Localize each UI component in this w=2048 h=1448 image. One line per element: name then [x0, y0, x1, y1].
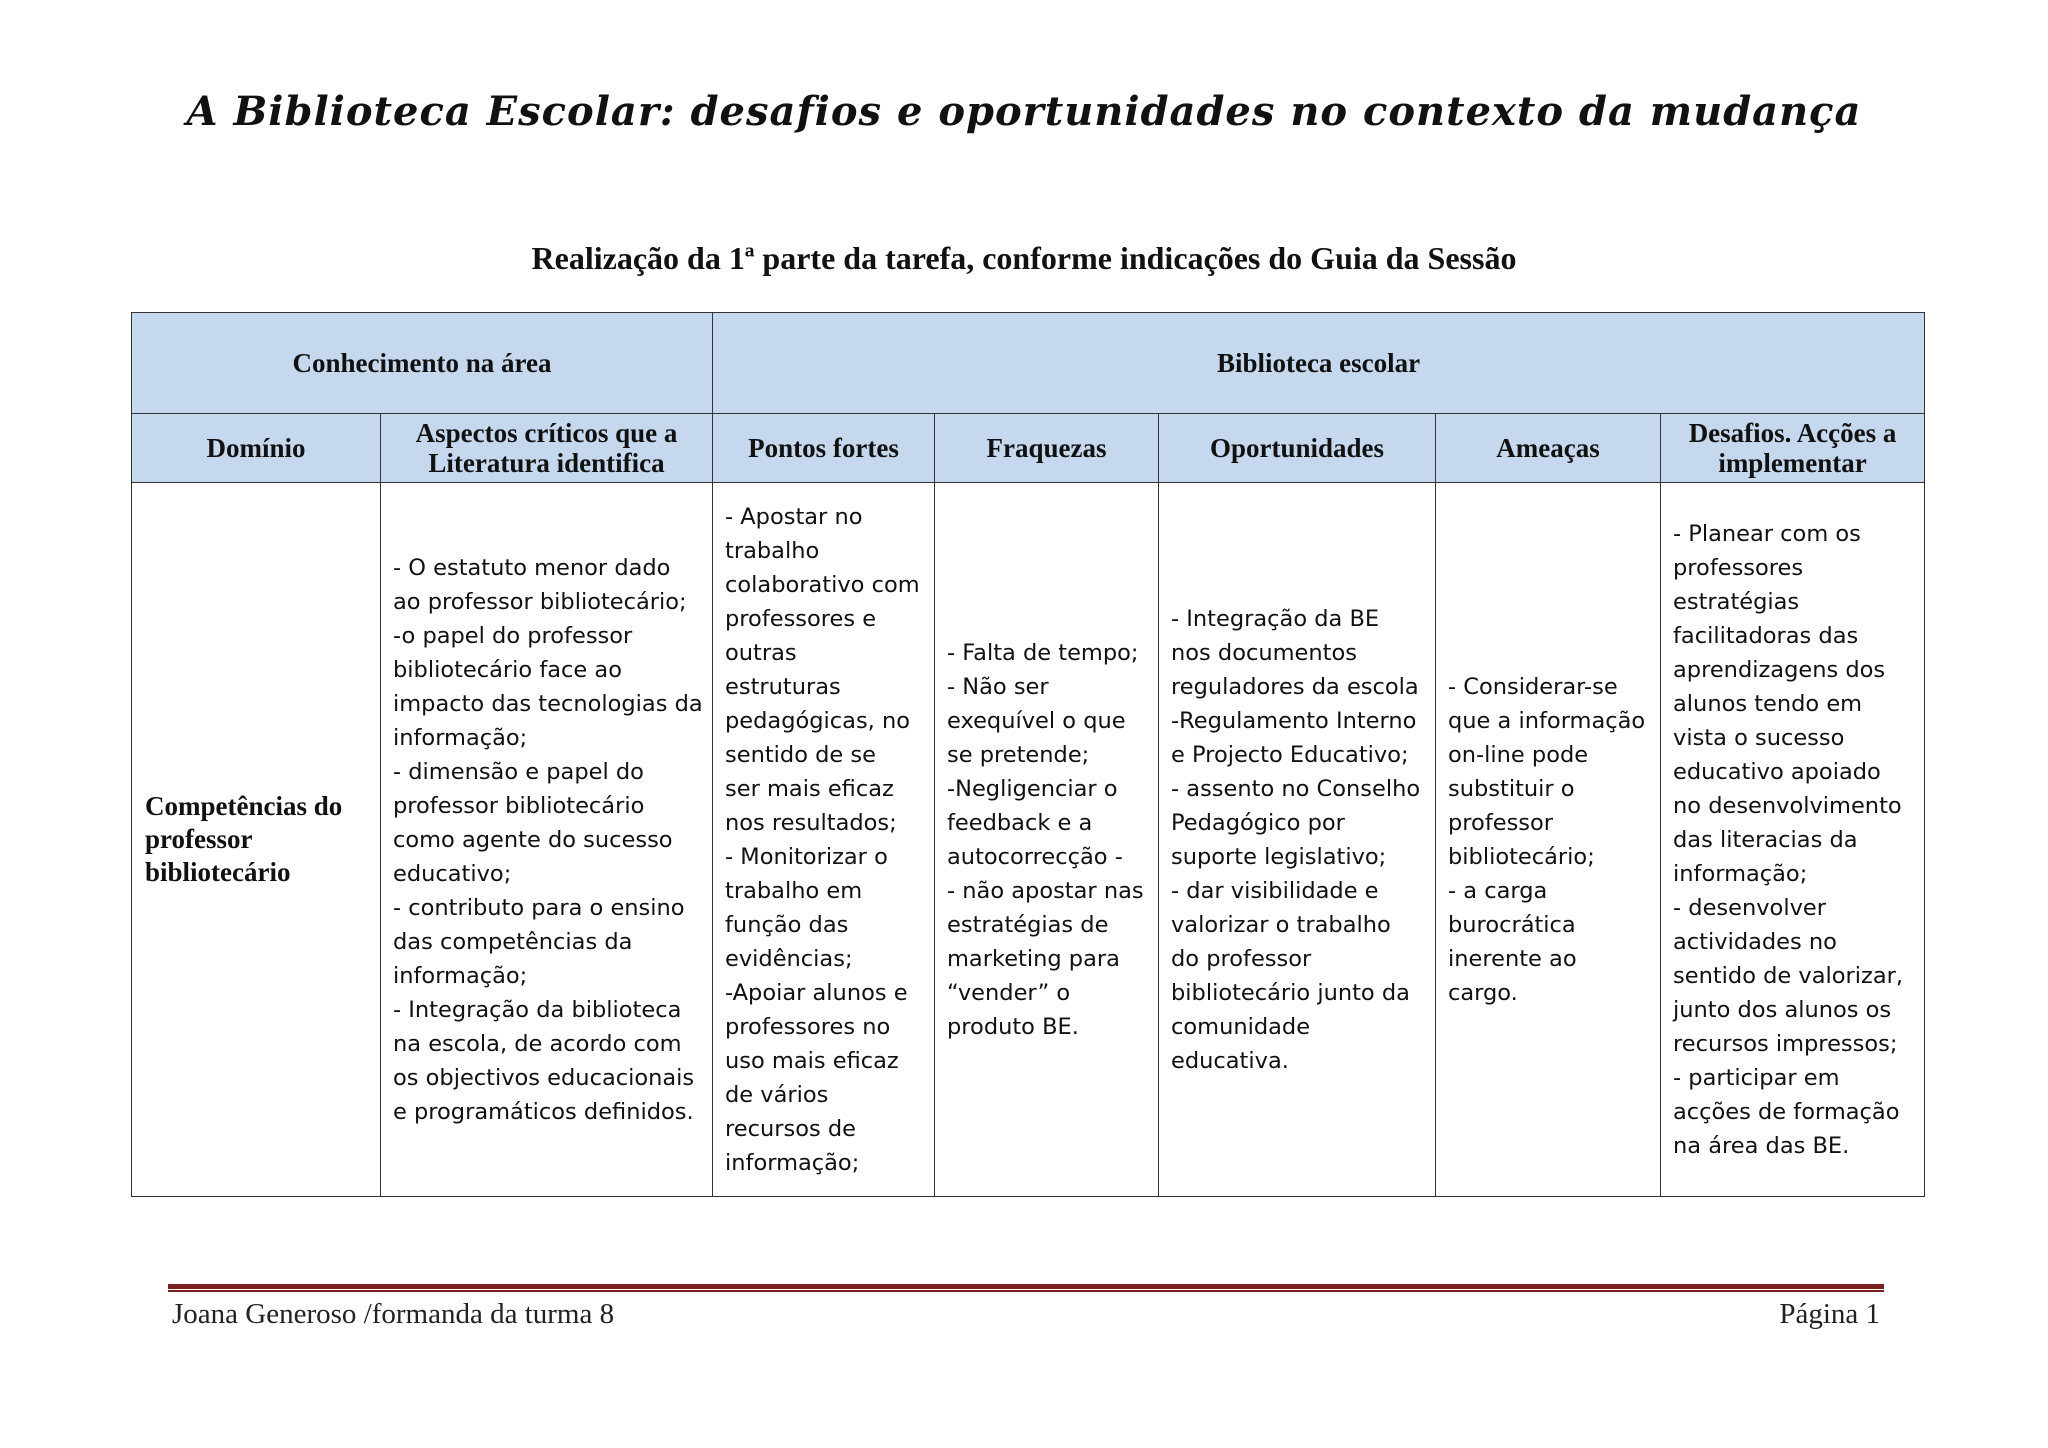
task-subtitle: Realização da 1ª parte da tarefa, conforme indicações do Guia da Sessão: [531, 240, 1517, 276]
cell-line: e programáticos definidos.: [393, 1098, 694, 1125]
cell-line: - O estatuto menor dado: [393, 554, 671, 581]
cell-line: nos documentos: [1171, 639, 1357, 666]
cell-line: cargo.: [1448, 979, 1518, 1006]
cell-line: - contributo para o ensino: [393, 894, 685, 921]
cell-line: educativo apoiado: [1673, 758, 1881, 785]
cell-weaknesses: [935, 483, 1159, 1197]
cell-line: recursos impressos;: [1673, 1030, 1898, 1057]
domain-line: professor: [145, 824, 253, 854]
cell-line: -Apoiar alunos e: [725, 979, 908, 1006]
footer-page-number: Página 1: [1779, 1298, 1880, 1330]
column-header-challenges: [1661, 414, 1925, 483]
cell-line: inerente ao: [1448, 945, 1577, 972]
cell-line: burocrática: [1448, 911, 1576, 938]
cell-line: na área das BE.: [1673, 1132, 1850, 1159]
cell-line: impacto das tecnologias da: [393, 690, 703, 717]
cell-line: bibliotecário junto da: [1171, 979, 1410, 1006]
header-line: implementar: [1718, 448, 1867, 478]
table-row: [132, 483, 1925, 1197]
cell-critical-aspects: [381, 483, 713, 1197]
cell-line: educativa.: [1171, 1047, 1289, 1074]
cell-line: educativo;: [393, 860, 512, 887]
cell-line: trabalho em: [725, 877, 863, 904]
cell-line: sentido de se: [725, 741, 876, 768]
cell-line: junto dos alunos os: [1673, 996, 1892, 1023]
swot-table: [131, 312, 1925, 1197]
cell-line: aprendizagens dos: [1673, 656, 1886, 683]
cell-line: - participar em: [1673, 1064, 1840, 1091]
cell-line: trabalho: [725, 537, 820, 564]
header-line: Fraquezas: [986, 433, 1107, 463]
cell-line: de vários: [725, 1081, 829, 1108]
cell-line: pedagógicas, no: [725, 707, 911, 734]
cell-line: se pretende;: [947, 741, 1090, 768]
cell-line: - Não ser: [947, 673, 1049, 700]
cell-line: bibliotecário;: [1448, 843, 1595, 870]
cell-line: estruturas: [725, 673, 841, 700]
cell-line: -Regulamento Interno: [1171, 707, 1417, 734]
cell-line: estratégias: [1673, 588, 1800, 615]
cell-opportunities: [1159, 483, 1436, 1197]
cell-line: os objectivos educacionais: [393, 1064, 695, 1091]
cell-line: comunidade: [1171, 1013, 1311, 1040]
cell-line: informação;: [725, 1149, 860, 1176]
cell-line: professores no: [725, 1013, 891, 1040]
cell-line: estratégias de: [947, 911, 1109, 938]
header-line: Literatura identifica: [428, 448, 665, 478]
cell-challenges: [1661, 483, 1925, 1197]
cell-line: alunos tendo em: [1673, 690, 1863, 717]
cell-line: - Planear com os: [1673, 520, 1861, 547]
cell-line: vista o sucesso: [1673, 724, 1845, 751]
cell-line: reguladores da escola: [1171, 673, 1419, 700]
cell-line: na escola, de acordo com: [393, 1030, 682, 1057]
cell-line: das literacias da: [1673, 826, 1858, 853]
cell-line: ser mais eficaz: [725, 775, 894, 802]
header-line: Desafios. Acções a: [1688, 418, 1897, 448]
cell-line: no desenvolvimento: [1673, 792, 1902, 819]
cell-line: das competências da: [393, 928, 633, 955]
cell-line: - desenvolver: [1673, 894, 1826, 921]
cell-line: - assento no Conselho: [1171, 775, 1421, 802]
cell-line: feedback e a: [947, 809, 1093, 836]
cell-line: - Considerar-se: [1448, 673, 1618, 700]
cell-line: actividades no: [1673, 928, 1837, 955]
cell-line: Pedagógico por: [1171, 809, 1345, 836]
cell-line: outras: [725, 639, 797, 666]
cell-line: evidências;: [725, 945, 853, 972]
cell-line: sentido de valorizar,: [1673, 962, 1904, 989]
cell-line: exequível o que: [947, 707, 1126, 734]
group-header-school-library: Biblioteca escolar: [713, 313, 1925, 414]
domain-cell: [132, 483, 381, 1197]
cell-line: on-line pode: [1448, 741, 1589, 768]
cell-line: - Integração da BE: [1171, 605, 1380, 632]
footer-author: Joana Generoso /formanda da turma 8: [172, 1298, 615, 1330]
cell-line: função das: [725, 911, 849, 938]
cell-line: e Projecto Educativo;: [1171, 741, 1409, 768]
cell-line: ao professor bibliotecário;: [393, 588, 687, 615]
domain-line: Competências do: [145, 791, 343, 821]
group-header-row: [132, 313, 1925, 414]
cell-line: suporte legislativo;: [1171, 843, 1387, 870]
cell-line: substituir o: [1448, 775, 1575, 802]
group-header-knowledge: Conhecimento na área: [132, 313, 713, 414]
document-title: A Biblioteca Escolar: desafios e oportunidades no contexto da mudança: [186, 88, 1862, 135]
cell-line: - dar visibilidade e: [1171, 877, 1379, 904]
column-header-opportunities: [1159, 414, 1436, 483]
footer-divider: [168, 1284, 1884, 1292]
header-line: Ameaças: [1496, 433, 1600, 463]
cell-line: acções de formação: [1673, 1098, 1900, 1125]
column-header-domain: [132, 414, 381, 483]
cell-line: como agente do sucesso: [393, 826, 673, 853]
cell-line: - dimensão e papel do: [393, 758, 644, 785]
header-line: Domínio: [206, 433, 306, 463]
cell-line: facilitadoras das: [1673, 622, 1859, 649]
cell-line: colaborativo com: [725, 571, 920, 598]
cell-line: professor: [1448, 809, 1554, 836]
column-header-critical-aspects: [381, 414, 713, 483]
cell-line: professor bibliotecário: [393, 792, 645, 819]
cell-threats: [1436, 483, 1661, 1197]
cell-strengths: [713, 483, 935, 1197]
cell-line: produto BE.: [947, 1013, 1079, 1040]
cell-line: -o papel do professor: [393, 622, 633, 649]
cell-line: que a informação: [1448, 707, 1646, 734]
column-header-threats: [1436, 414, 1661, 483]
cell-line: uso mais eficaz: [725, 1047, 899, 1074]
column-header-row: [132, 414, 1925, 483]
cell-line: - Integração da biblioteca: [393, 996, 682, 1023]
column-header-weaknesses: [935, 414, 1159, 483]
cell-line: informação;: [1673, 860, 1808, 887]
header-line: Oportunidades: [1209, 433, 1385, 463]
cell-line: - Monitorizar o: [725, 843, 888, 870]
cell-line: nos resultados;: [725, 809, 897, 836]
cell-line: informação;: [393, 962, 528, 989]
cell-line: informação;: [393, 724, 528, 751]
cell-line: - Falta de tempo;: [947, 639, 1139, 666]
cell-line: - Apostar no: [725, 503, 863, 530]
cell-line: marketing para: [947, 945, 1120, 972]
cell-line: do professor: [1171, 945, 1312, 972]
cell-line: professores e: [725, 605, 877, 632]
cell-line: recursos de: [725, 1115, 856, 1142]
column-header-strengths: [713, 414, 935, 483]
header-line: Pontos fortes: [748, 433, 899, 463]
cell-line: bibliotecário face ao: [393, 656, 622, 683]
cell-line: “vender” o: [947, 979, 1071, 1006]
cell-line: valorizar o trabalho: [1171, 911, 1391, 938]
cell-line: professores: [1673, 554, 1804, 581]
cell-line: autocorrecção -: [947, 843, 1123, 870]
header-line: Aspectos críticos que a: [415, 418, 678, 448]
cell-line: -Negligenciar o: [947, 775, 1118, 802]
cell-line: - a carga: [1448, 877, 1548, 904]
domain-line: bibliotecário: [145, 857, 291, 887]
cell-line: - não apostar nas: [947, 877, 1144, 904]
